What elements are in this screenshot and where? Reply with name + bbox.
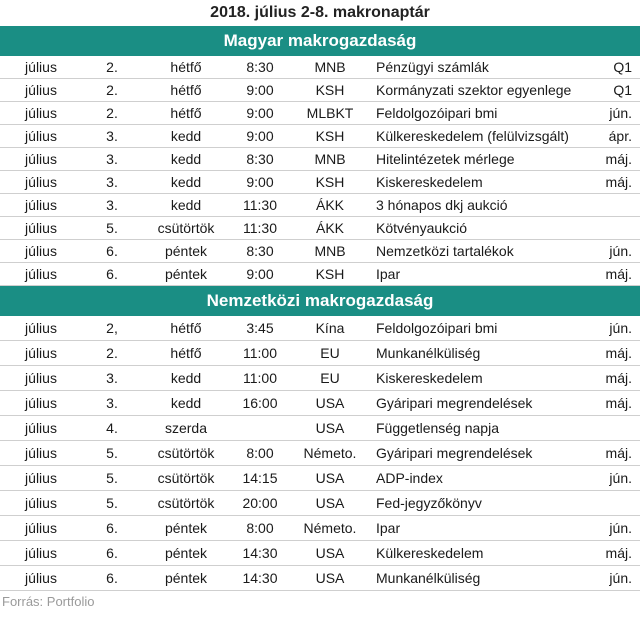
table-row	[0, 79, 640, 102]
table-row	[0, 341, 640, 366]
weekday-cell: péntek	[142, 240, 230, 263]
weekday-cell: kedd	[142, 391, 230, 416]
period-cell	[580, 194, 640, 217]
month-cell: július	[0, 391, 82, 416]
event-cell: Külkereskedelem (felülvizsgált)	[370, 125, 580, 148]
source-note: Forrás: Portfolio	[2, 594, 95, 609]
period-cell: máj.	[580, 541, 640, 566]
source-cell: KSH	[290, 171, 370, 194]
source-cell: ÁKK	[290, 217, 370, 240]
period-cell: Q1	[580, 56, 640, 79]
period-cell: ápr.	[580, 125, 640, 148]
period-cell: jún.	[580, 316, 640, 341]
source-cell: USA	[290, 566, 370, 591]
weekday-cell: hétfő	[142, 56, 230, 79]
event-cell: Ipar	[370, 516, 580, 541]
source-cell: USA	[290, 491, 370, 516]
day-cell: 5.	[82, 441, 142, 466]
day-cell: 2.	[82, 102, 142, 125]
source-cell: Kína	[290, 316, 370, 341]
day-cell: 4.	[82, 416, 142, 441]
event-cell: Gyáripari megrendelések	[370, 441, 580, 466]
event-cell: Pénzügyi számlák	[370, 56, 580, 79]
weekday-cell: hétfő	[142, 316, 230, 341]
day-cell: 3.	[82, 366, 142, 391]
month-cell: július	[0, 416, 82, 441]
time-cell: 9:00	[230, 171, 290, 194]
source-cell: USA	[290, 416, 370, 441]
period-cell	[580, 217, 640, 240]
event-cell: Külkereskedelem	[370, 541, 580, 566]
month-cell: július	[0, 194, 82, 217]
time-cell: 11:00	[230, 366, 290, 391]
event-cell: Munkanélküliség	[370, 566, 580, 591]
time-cell: 9:00	[230, 102, 290, 125]
month-cell: július	[0, 516, 82, 541]
event-cell: Gyáripari megrendelések	[370, 391, 580, 416]
period-cell: máj.	[580, 441, 640, 466]
month-cell: július	[0, 441, 82, 466]
period-cell: jún.	[580, 240, 640, 263]
event-cell: Ipar	[370, 263, 580, 286]
source-cell: KSH	[290, 79, 370, 102]
time-cell: 11:30	[230, 217, 290, 240]
source-cell: Németo.	[290, 441, 370, 466]
source-cell: KSH	[290, 263, 370, 286]
time-cell: 14:30	[230, 541, 290, 566]
table-row	[0, 102, 640, 125]
section-heading-domestic: Magyar makrogazdaság	[0, 26, 640, 56]
weekday-cell: péntek	[142, 263, 230, 286]
day-cell: 6.	[82, 240, 142, 263]
month-cell: július	[0, 171, 82, 194]
event-cell: ADP-index	[370, 466, 580, 491]
time-cell: 9:00	[230, 79, 290, 102]
month-cell: július	[0, 263, 82, 286]
table-row	[0, 566, 640, 591]
event-cell: Függetlenség napja	[370, 416, 580, 441]
table-row	[0, 194, 640, 217]
day-cell: 5.	[82, 466, 142, 491]
month-cell: július	[0, 79, 82, 102]
period-cell: jún.	[580, 566, 640, 591]
period-cell: jún.	[580, 516, 640, 541]
table-row	[0, 171, 640, 194]
day-cell: 2.	[82, 56, 142, 79]
day-cell: 6.	[82, 516, 142, 541]
source-cell: KSH	[290, 125, 370, 148]
day-cell: 6.	[82, 263, 142, 286]
weekday-cell: hétfő	[142, 341, 230, 366]
day-cell: 3.	[82, 125, 142, 148]
table-row	[0, 240, 640, 263]
weekday-cell: kedd	[142, 125, 230, 148]
page-title: 2018. július 2-8. makronaptár	[210, 4, 430, 21]
event-cell: Nemzetközi tartalékok	[370, 240, 580, 263]
event-cell: Feldolgozóipari bmi	[370, 316, 580, 341]
month-cell: július	[0, 217, 82, 240]
event-cell: Kiskereskedelem	[370, 366, 580, 391]
time-cell: 9:00	[230, 125, 290, 148]
day-cell: 3.	[82, 194, 142, 217]
table-row	[0, 541, 640, 566]
weekday-cell: hétfő	[142, 102, 230, 125]
source-cell: EU	[290, 341, 370, 366]
month-cell: július	[0, 366, 82, 391]
time-cell: 20:00	[230, 491, 290, 516]
table-row	[0, 366, 640, 391]
month-cell: július	[0, 240, 82, 263]
time-cell: 14:15	[230, 466, 290, 491]
table-row	[0, 56, 640, 79]
event-cell: Fed-jegyzőkönyv	[370, 491, 580, 516]
time-cell: 11:00	[230, 341, 290, 366]
domestic-calendar-table	[0, 56, 640, 286]
table-row	[0, 416, 640, 441]
month-cell: július	[0, 566, 82, 591]
day-cell: 2,	[82, 316, 142, 341]
source-cell: ÁKK	[290, 194, 370, 217]
weekday-cell: szerda	[142, 416, 230, 441]
day-cell: 5.	[82, 491, 142, 516]
month-cell: július	[0, 102, 82, 125]
table-row	[0, 217, 640, 240]
time-cell: 16:00	[230, 391, 290, 416]
period-cell	[580, 491, 640, 516]
source-cell: MNB	[290, 240, 370, 263]
weekday-cell: hétfő	[142, 79, 230, 102]
day-cell: 3.	[82, 148, 142, 171]
period-cell: máj.	[580, 148, 640, 171]
day-cell: 2.	[82, 79, 142, 102]
event-cell: Kiskereskedelem	[370, 171, 580, 194]
day-cell: 6.	[82, 566, 142, 591]
month-cell: július	[0, 466, 82, 491]
event-cell: Feldolgozóipari bmi	[370, 102, 580, 125]
period-cell: jún.	[580, 466, 640, 491]
source-cell: USA	[290, 541, 370, 566]
weekday-cell: kedd	[142, 148, 230, 171]
day-cell: 3.	[82, 391, 142, 416]
day-cell: 6.	[82, 541, 142, 566]
month-cell: július	[0, 541, 82, 566]
source-cell: MLBKT	[290, 102, 370, 125]
weekday-cell: csütörtök	[142, 466, 230, 491]
time-cell: 8:30	[230, 148, 290, 171]
time-cell: 8:00	[230, 516, 290, 541]
time-cell: 8:30	[230, 240, 290, 263]
period-cell: máj.	[580, 341, 640, 366]
day-cell: 3.	[82, 171, 142, 194]
time-cell: 3:45	[230, 316, 290, 341]
source-cell: EU	[290, 366, 370, 391]
source-cell: MNB	[290, 148, 370, 171]
period-cell: máj.	[580, 391, 640, 416]
month-cell: július	[0, 125, 82, 148]
event-cell: Munkanélküliség	[370, 341, 580, 366]
weekday-cell: péntek	[142, 541, 230, 566]
time-cell: 9:00	[230, 263, 290, 286]
time-cell: 14:30	[230, 566, 290, 591]
period-cell	[580, 416, 640, 441]
month-cell: július	[0, 148, 82, 171]
event-cell: 3 hónapos dkj aukció	[370, 194, 580, 217]
time-cell	[230, 416, 290, 441]
table-row	[0, 263, 640, 286]
weekday-cell: kedd	[142, 194, 230, 217]
weekday-cell: kedd	[142, 171, 230, 194]
period-cell: máj.	[580, 263, 640, 286]
period-cell: Q1	[580, 79, 640, 102]
table-row	[0, 441, 640, 466]
month-cell: július	[0, 491, 82, 516]
weekday-cell: kedd	[142, 366, 230, 391]
period-cell: máj.	[580, 171, 640, 194]
weekday-cell: csütörtök	[142, 491, 230, 516]
international-calendar-table	[0, 316, 640, 591]
time-cell: 8:30	[230, 56, 290, 79]
table-row	[0, 316, 640, 341]
event-cell: Kormányzati szektor egyenlege	[370, 79, 580, 102]
table-row	[0, 466, 640, 491]
weekday-cell: péntek	[142, 516, 230, 541]
time-cell: 11:30	[230, 194, 290, 217]
source-cell: USA	[290, 391, 370, 416]
source-cell: USA	[290, 466, 370, 491]
table-row	[0, 491, 640, 516]
event-cell: Kötvényaukció	[370, 217, 580, 240]
month-cell: július	[0, 56, 82, 79]
source-cell: Németo.	[290, 516, 370, 541]
section-heading-international: Nemzetközi makrogazdaság	[0, 286, 640, 316]
month-cell: július	[0, 316, 82, 341]
table-row	[0, 148, 640, 171]
table-row	[0, 516, 640, 541]
weekday-cell: csütörtök	[142, 217, 230, 240]
weekday-cell: csütörtök	[142, 441, 230, 466]
weekday-cell: péntek	[142, 566, 230, 591]
period-cell: máj.	[580, 366, 640, 391]
event-cell: Hitelintézetek mérlege	[370, 148, 580, 171]
month-cell: július	[0, 341, 82, 366]
time-cell: 8:00	[230, 441, 290, 466]
day-cell: 5.	[82, 217, 142, 240]
table-row	[0, 391, 640, 416]
period-cell: jún.	[580, 102, 640, 125]
table-row	[0, 125, 640, 148]
source-cell: MNB	[290, 56, 370, 79]
day-cell: 2.	[82, 341, 142, 366]
